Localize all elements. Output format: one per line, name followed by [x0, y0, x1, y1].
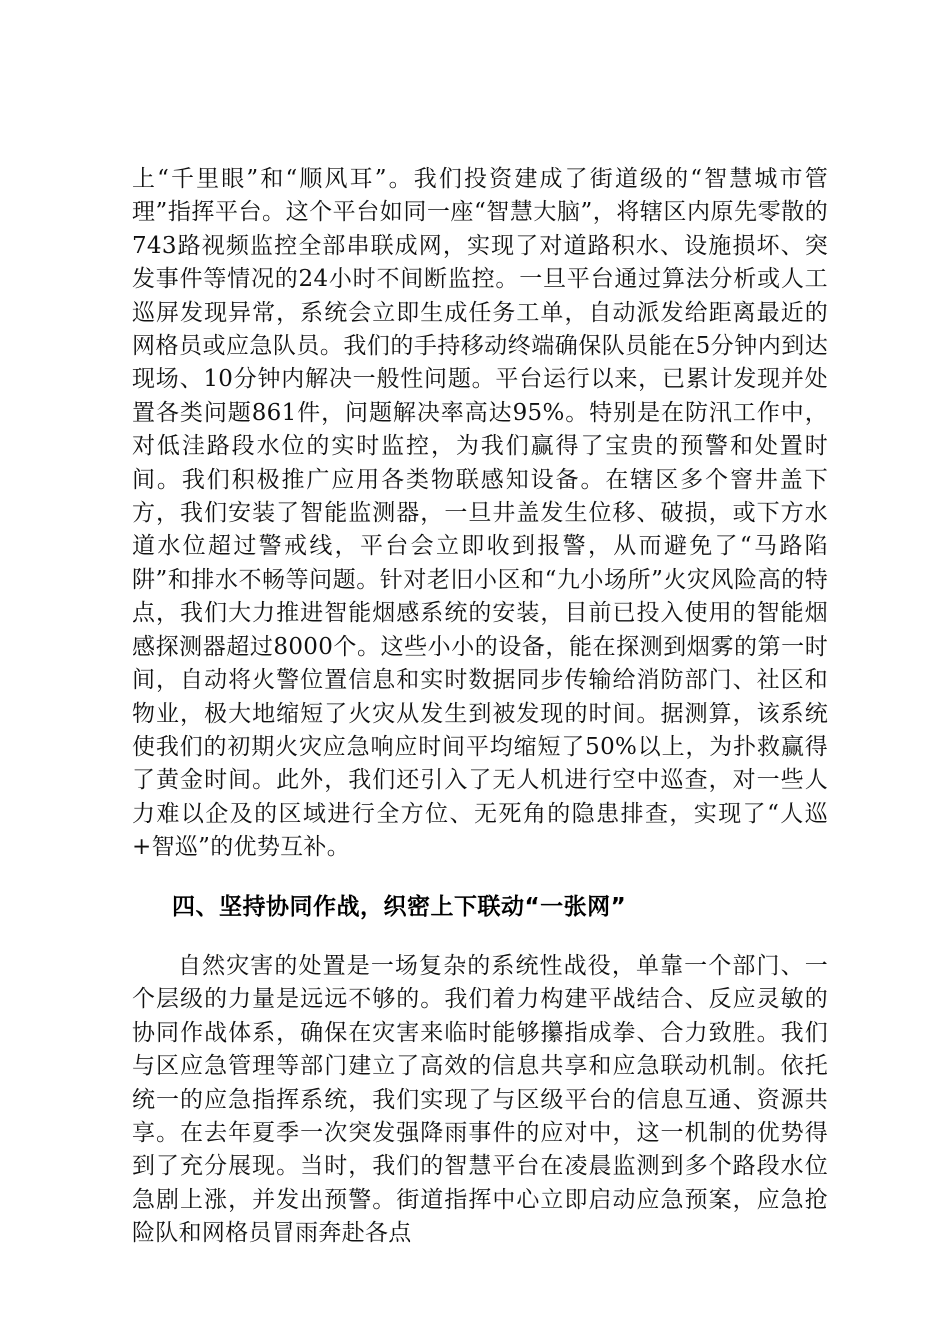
paragraph-coordination: 自然灾害的处置是一场复杂的系统性战役，单靠一个部门、一个层级的力量是远远不够的。我们着力构建平战结合、反应灵敏的协同作战体系，确保在灾害来临时能够攥指成拳、合力致胜。我们与区应急管理等部门建立了高效的信息共享和应急联动机制。依托统一的应急指挥系统，我们实现了与区级平台的信息互通、资源共享。在去年夏季一次突发强降雨事件的应对中，这一机制的优势得到了充分展现。当时，我们的智慧平台在凌晨监测到多个路段水位急剧上涨，并发出预警。街道指挥中心立即启动应急预案，应急抢险队和网格员冒雨奔赴各点	[132, 952, 828, 1247]
document-body	[132, 163, 828, 1251]
section-heading-coordination: 四、坚持协同作战，织密上下联动“一张网”	[172, 893, 627, 920]
paragraph-smart-city-platform: 上“千里眼”和“顺风耳”。我们投资建成了街道级的“智慧城市管理”指挥平台。这个平台如同一座“智慧大脑”，将辖区内原先零散的743路视频监控全部串联成网，实现了对道路积水、设施损坏、突发事件等情况的24小时不间断监控。一旦平台通过算法分析或人工巡屏发现异常，系统会立即生成任务工单，自动派发给距离最近的网格员或应急队员。我们的手持移动终端确保队员能在5分钟内到达现场、10分钟内解决一般性问题。平台运行以来，已累计发现并处置各类问题861件，问题解决率高达95%。特别是在防汛工作中，对低洼路段水位的实时监控，为我们赢得了宝贵的预警和处置时间。我们积极推广应用各类物联感知设备。在辖区多个窨井盖下方，我们安装了智能监测器，一旦井盖发生位移、破损，或下方水道水位超过警戒线，平台会立即收到报警，从而避免了“马路陷阱”和排水不畅等问题。针对老旧小区和“九小场所”火灾风险高的特点，我们大力推进智能烟感系统的安装，目前已投入使用的智能烟感探测器超过8000个。这些小小的设备，能在探测到烟雾的第一时间，自动将火警位置信息和实时数据同步传输给消防部门、社区和物业，极大地缩短了火灾从发生到被发现的时间。据测算，该系统使我们的初期火灾应急响应时间平均缩短了50%以上，为扑救赢得了黄金时间。此外，我们还引入了无人机进行空中巡查，对一些人力难以企及的区域进行全方位、无死角的隐患排查，实现了“人巡+智巡”的优势互补。	[132, 166, 828, 861]
